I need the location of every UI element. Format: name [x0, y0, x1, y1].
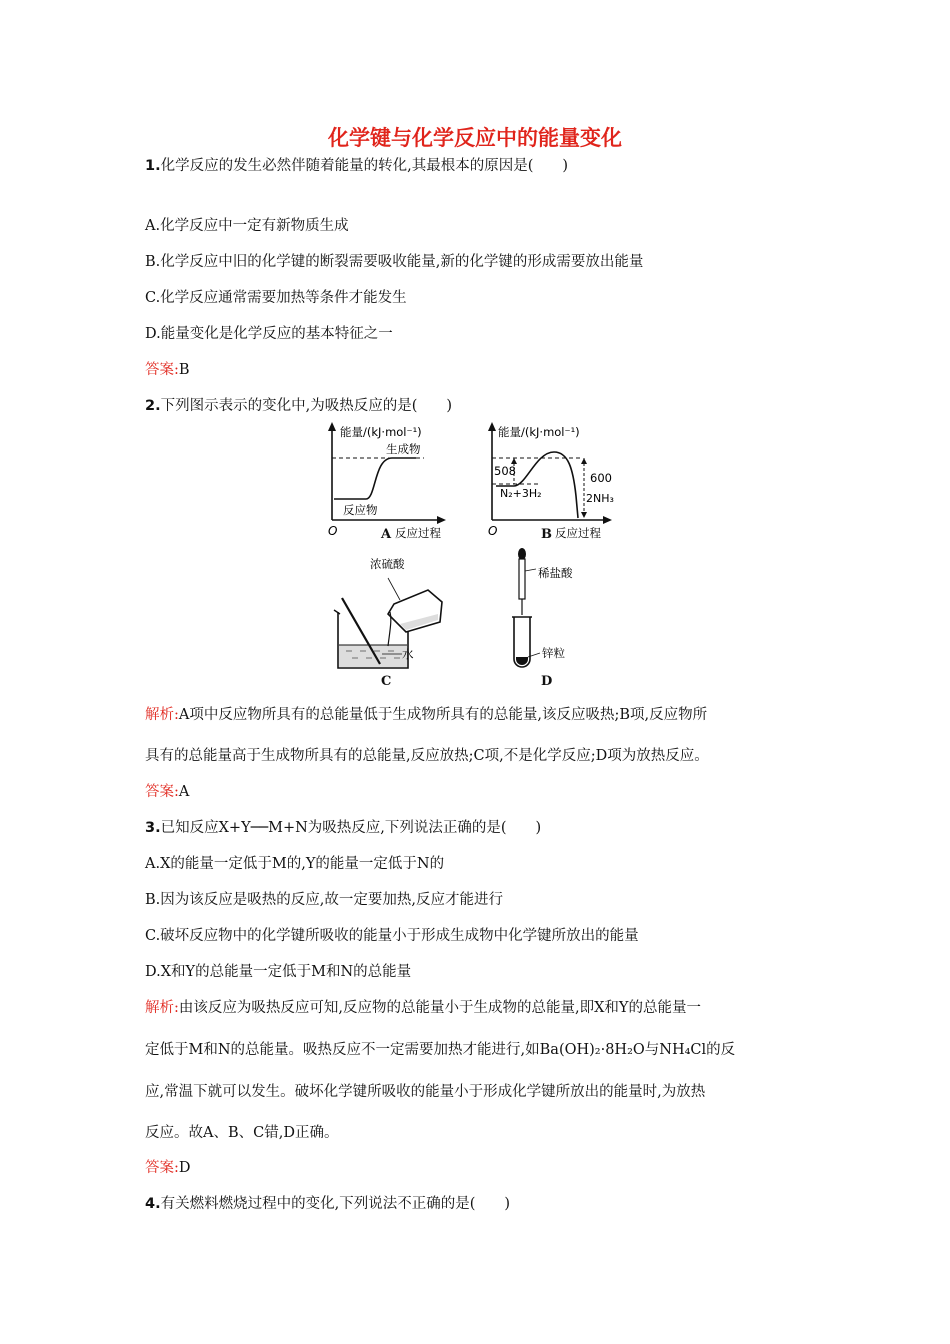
q3-analysis-text-1: 由该反应为吸热反应可知,反应物的总能量小于生成物的总能量,即X和Y的总能量一: [178, 1000, 702, 1016]
fig-d-acid-label: 稀盐酸: [538, 566, 573, 580]
fig-c-acid-label: 浓硫酸: [370, 557, 405, 571]
q1-option-a: A.化学反应中一定有新物质生成: [145, 218, 349, 234]
q2-analysis-line-2: 具有的总能量高于生成物所具有的总能量,反应放热;C项,不是化学反应;D项为放热反应。: [145, 748, 709, 764]
q3-answer-value: D: [178, 1160, 191, 1176]
fig-d-caption: D: [541, 674, 553, 689]
q1-answer-label: 答案:: [145, 362, 179, 378]
q3-stem: [145, 816, 541, 837]
q3-analysis-line-2: 定低于M和N的总能量。吸热反应不一定需要加热才能进行,如Ba(OH)₂·8H₂O与NH₄Cl的反: [145, 1042, 736, 1058]
q3-analysis-label: 解析:: [145, 1000, 179, 1016]
q3-option-a: A.X的能量一定低于M的,Y的能量一定低于N的: [145, 856, 445, 872]
figure-a-energy-diagram: [318, 420, 450, 542]
q1-stem-text: 化学反应的发生必然伴随着能量的转化,其最根本的原因是( ): [160, 158, 569, 174]
fig-a-ylabel: 能量/(kJ·mol⁻¹): [340, 425, 422, 439]
fig-b-product-label: 2NH₃: [586, 492, 614, 505]
page-title: 化学键与化学反应中的能量变化: [328, 126, 622, 150]
q2-analysis-line-1: [145, 703, 707, 724]
q1-option-c: C.化学反应通常需要加热等条件才能发生: [145, 290, 407, 306]
fig-a-xlabel: 反应过程: [395, 526, 441, 540]
q3-analysis-line-3: 应,常温下就可以发生。破坏化学键所吸收的能量小于形成化学键所放出的能量时,为放热: [145, 1084, 706, 1100]
q3-answer: [145, 1156, 191, 1177]
q3-analysis-line-4: 反应。故A、B、C错,D正确。: [145, 1125, 339, 1141]
fig-b-value-508: 508: [494, 464, 516, 478]
fig-a-product-label: 生成物: [386, 442, 421, 456]
figure-c-beaker: [328, 550, 458, 672]
q3-stem-text: 已知反应X+Y──M+N为吸热反应,下列说法正确的是( ): [160, 820, 542, 836]
q4-number: 4.: [145, 1196, 161, 1212]
q2-analysis-label: 解析:: [145, 707, 179, 723]
fig-b-reactant-label: N₂+3H₂: [500, 487, 542, 500]
fig-a-reactant-label: 反应物: [343, 503, 378, 517]
fig-b-xlabel: 反应过程: [555, 526, 601, 540]
fig-a-caption: A: [381, 527, 392, 542]
fig-b-ylabel: 能量/(kJ·mol⁻¹): [498, 425, 580, 439]
q2-stem-text: 下列图示表示的变化中,为吸热反应的是( ): [160, 398, 453, 414]
figure-b-energy-diagram: [478, 420, 628, 542]
q2-number: 2.: [145, 398, 161, 414]
q3-number: 3.: [145, 820, 161, 836]
q1-answer: [145, 358, 190, 379]
q2-answer-value: A: [178, 784, 190, 800]
fig-b-caption: B: [541, 527, 552, 542]
figure-d-test-tube: [500, 545, 600, 673]
q1-option-d: D.能量变化是化学反应的基本特征之一: [145, 326, 393, 342]
fig-c-caption: C: [381, 674, 392, 689]
q4-stem: [145, 1192, 510, 1213]
fig-b-value-600: 600: [590, 471, 612, 485]
fig-c-water-label: 水: [402, 647, 414, 661]
q2-analysis-text-1: A项中反应物所具有的总能量低于生成物所具有的总能量,该反应吸热;B项,反应物所: [178, 707, 708, 723]
q4-stem-text: 有关燃料燃烧过程中的变化,下列说法不正确的是( ): [160, 1196, 511, 1212]
q1-answer-value: B: [178, 362, 190, 378]
q1-number: 1.: [145, 158, 161, 174]
q3-option-d: D.X和Y的总能量一定低于M和N的总能量: [145, 964, 412, 980]
q3-answer-label: 答案:: [145, 1160, 179, 1176]
q3-option-b: B.因为该反应是吸热的反应,故一定要加热,反应才能进行: [145, 892, 503, 908]
q3-analysis-line-1: [145, 996, 701, 1017]
q2-answer-label: 答案:: [145, 784, 179, 800]
q2-stem: [145, 394, 452, 415]
q1-option-b: B.化学反应中旧的化学键的断裂需要吸收能量,新的化学键的形成需要放出能量: [145, 254, 644, 270]
q3-option-c: C.破坏反应物中的化学键所吸收的能量小于形成生成物中化学键所放出的能量: [145, 928, 639, 944]
fig-a-origin: O: [328, 524, 338, 538]
q1-stem: [145, 154, 568, 175]
fig-b-origin: O: [488, 524, 498, 538]
fig-d-zinc-label: 锌粒: [542, 646, 565, 660]
q2-answer: [145, 780, 189, 801]
